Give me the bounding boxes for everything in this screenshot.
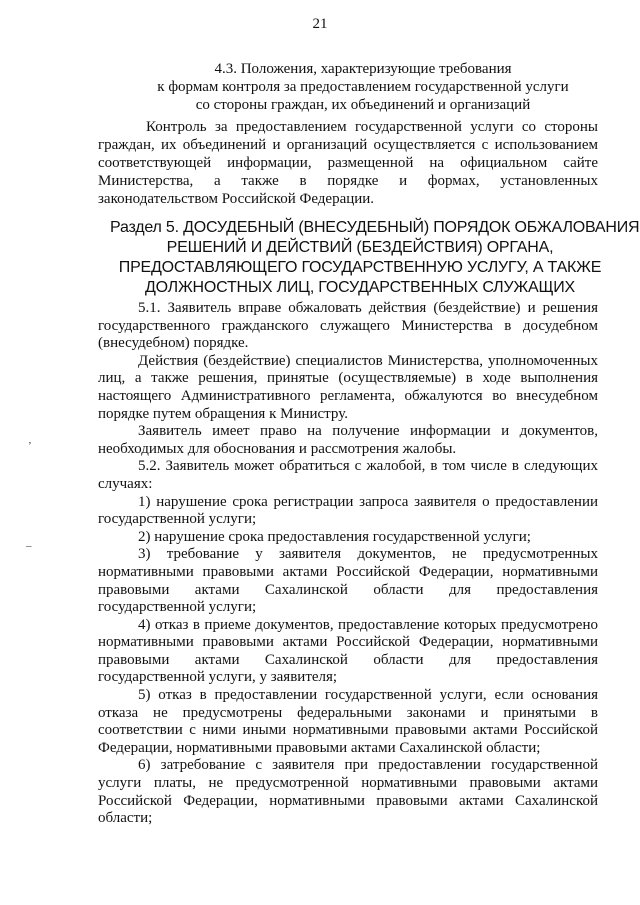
list-item: 1) нарушение срока регистрации запроса заявителя о предоставлении государственной услуги; xyxy=(98,493,598,528)
heading-line: ПРЕДОСТАВЛЯЮЩЕГО ГОСУДАРСТВЕННУЮ УСЛУГУ, А ТАКЖЕ xyxy=(118,259,602,276)
list-item: 2) нарушение срока предоставления государственной услуги; xyxy=(138,528,531,545)
scan-artifact-mark: – xyxy=(26,540,32,552)
title-line: к формам контроля за предоставлением государственной услуги xyxy=(157,79,569,95)
section-4-3-body xyxy=(98,118,598,208)
paragraph: 5.1. Заявитель вправе обжаловать действия (бездействие) и решения государственного гражданского служащего Министерства в досудебном (внесудебном) порядке. xyxy=(98,300,598,352)
title-line: 4.3. Положения, характеризующие требования xyxy=(214,61,512,77)
list-item: 3) требование у заявителя документов, не предусмотренных нормативными правовыми актами Российской Федерации, нормативными правовыми актами Сахалинской области для предоставления государственной услуги; xyxy=(98,546,598,616)
section-5-body xyxy=(98,300,598,828)
section-4-3-title xyxy=(140,60,586,114)
list-item: 4) отказ в приеме документов, предоставление которых предусмотрено нормативными правовыми актами Российской Федерации, нормативными правовыми актами Сахалинской области для предоставления государственной услуги, у заявителя; xyxy=(98,616,598,686)
scan-artifact-mark: ʼ xyxy=(28,440,32,452)
heading-line: ДОЛЖНОСТНЫХ ЛИЦ, ГОСУДАРСТВЕННЫХ СЛУЖАЩИХ xyxy=(144,279,576,296)
paragraph: Заявитель имеет право на получение информации и документов, необходимых для обоснования и рассмотрения жалобы. xyxy=(98,423,598,457)
page-number: 21 xyxy=(312,16,328,32)
heading-line: РЕШЕНИЙ И ДЕЙСТВИЙ (БЕЗДЕЙСТВИЯ) ОРГАНА, xyxy=(166,239,554,256)
paragraph: Контроль за предоставлением государственной услуги со стороны граждан, их объединений и организаций осуществляется с использованием соответствующей информации, размещенной на официальном сайте Министерства, а также в порядке и формах, установленных законодательством Российской Федерации. xyxy=(98,119,598,207)
paragraph: Действия (бездействие) специалистов Министерства, уполномоченных лиц, а также решения, принятые (осуществляемые) в ходе выполнения настоящего Административного регламента, обжалуются во внесудебном порядке путем обращения к Министру. xyxy=(98,352,598,422)
section-5-heading xyxy=(110,218,640,298)
paragraph: 5.2. Заявитель может обратиться с жалобой, в том числе в следующих случаях: xyxy=(98,458,598,492)
heading-line: Раздел 5. ДОСУДЕБНЫЙ (ВНЕСУДЕБНЫЙ) ПОРЯДОК ОБЖАЛОВАНИЯ xyxy=(110,219,640,236)
title-line: со стороны граждан, их объединений и организаций xyxy=(195,97,531,113)
list-item: 6) затребование с заявителя при предоставлении государственной услуги платы, не предусмотренной нормативными правовыми актами Российской Федерации, нормативными правовыми актами Сахалинской области; xyxy=(98,757,598,827)
list-item: 5) отказ в предоставлении государственной услуги, если основания отказа не предусмотрены федеральными законами и принятыми в соответствии с ними иными нормативными правовыми актами Российской Федерации, нормативными правовыми актами Сахалинской области; xyxy=(98,687,598,756)
